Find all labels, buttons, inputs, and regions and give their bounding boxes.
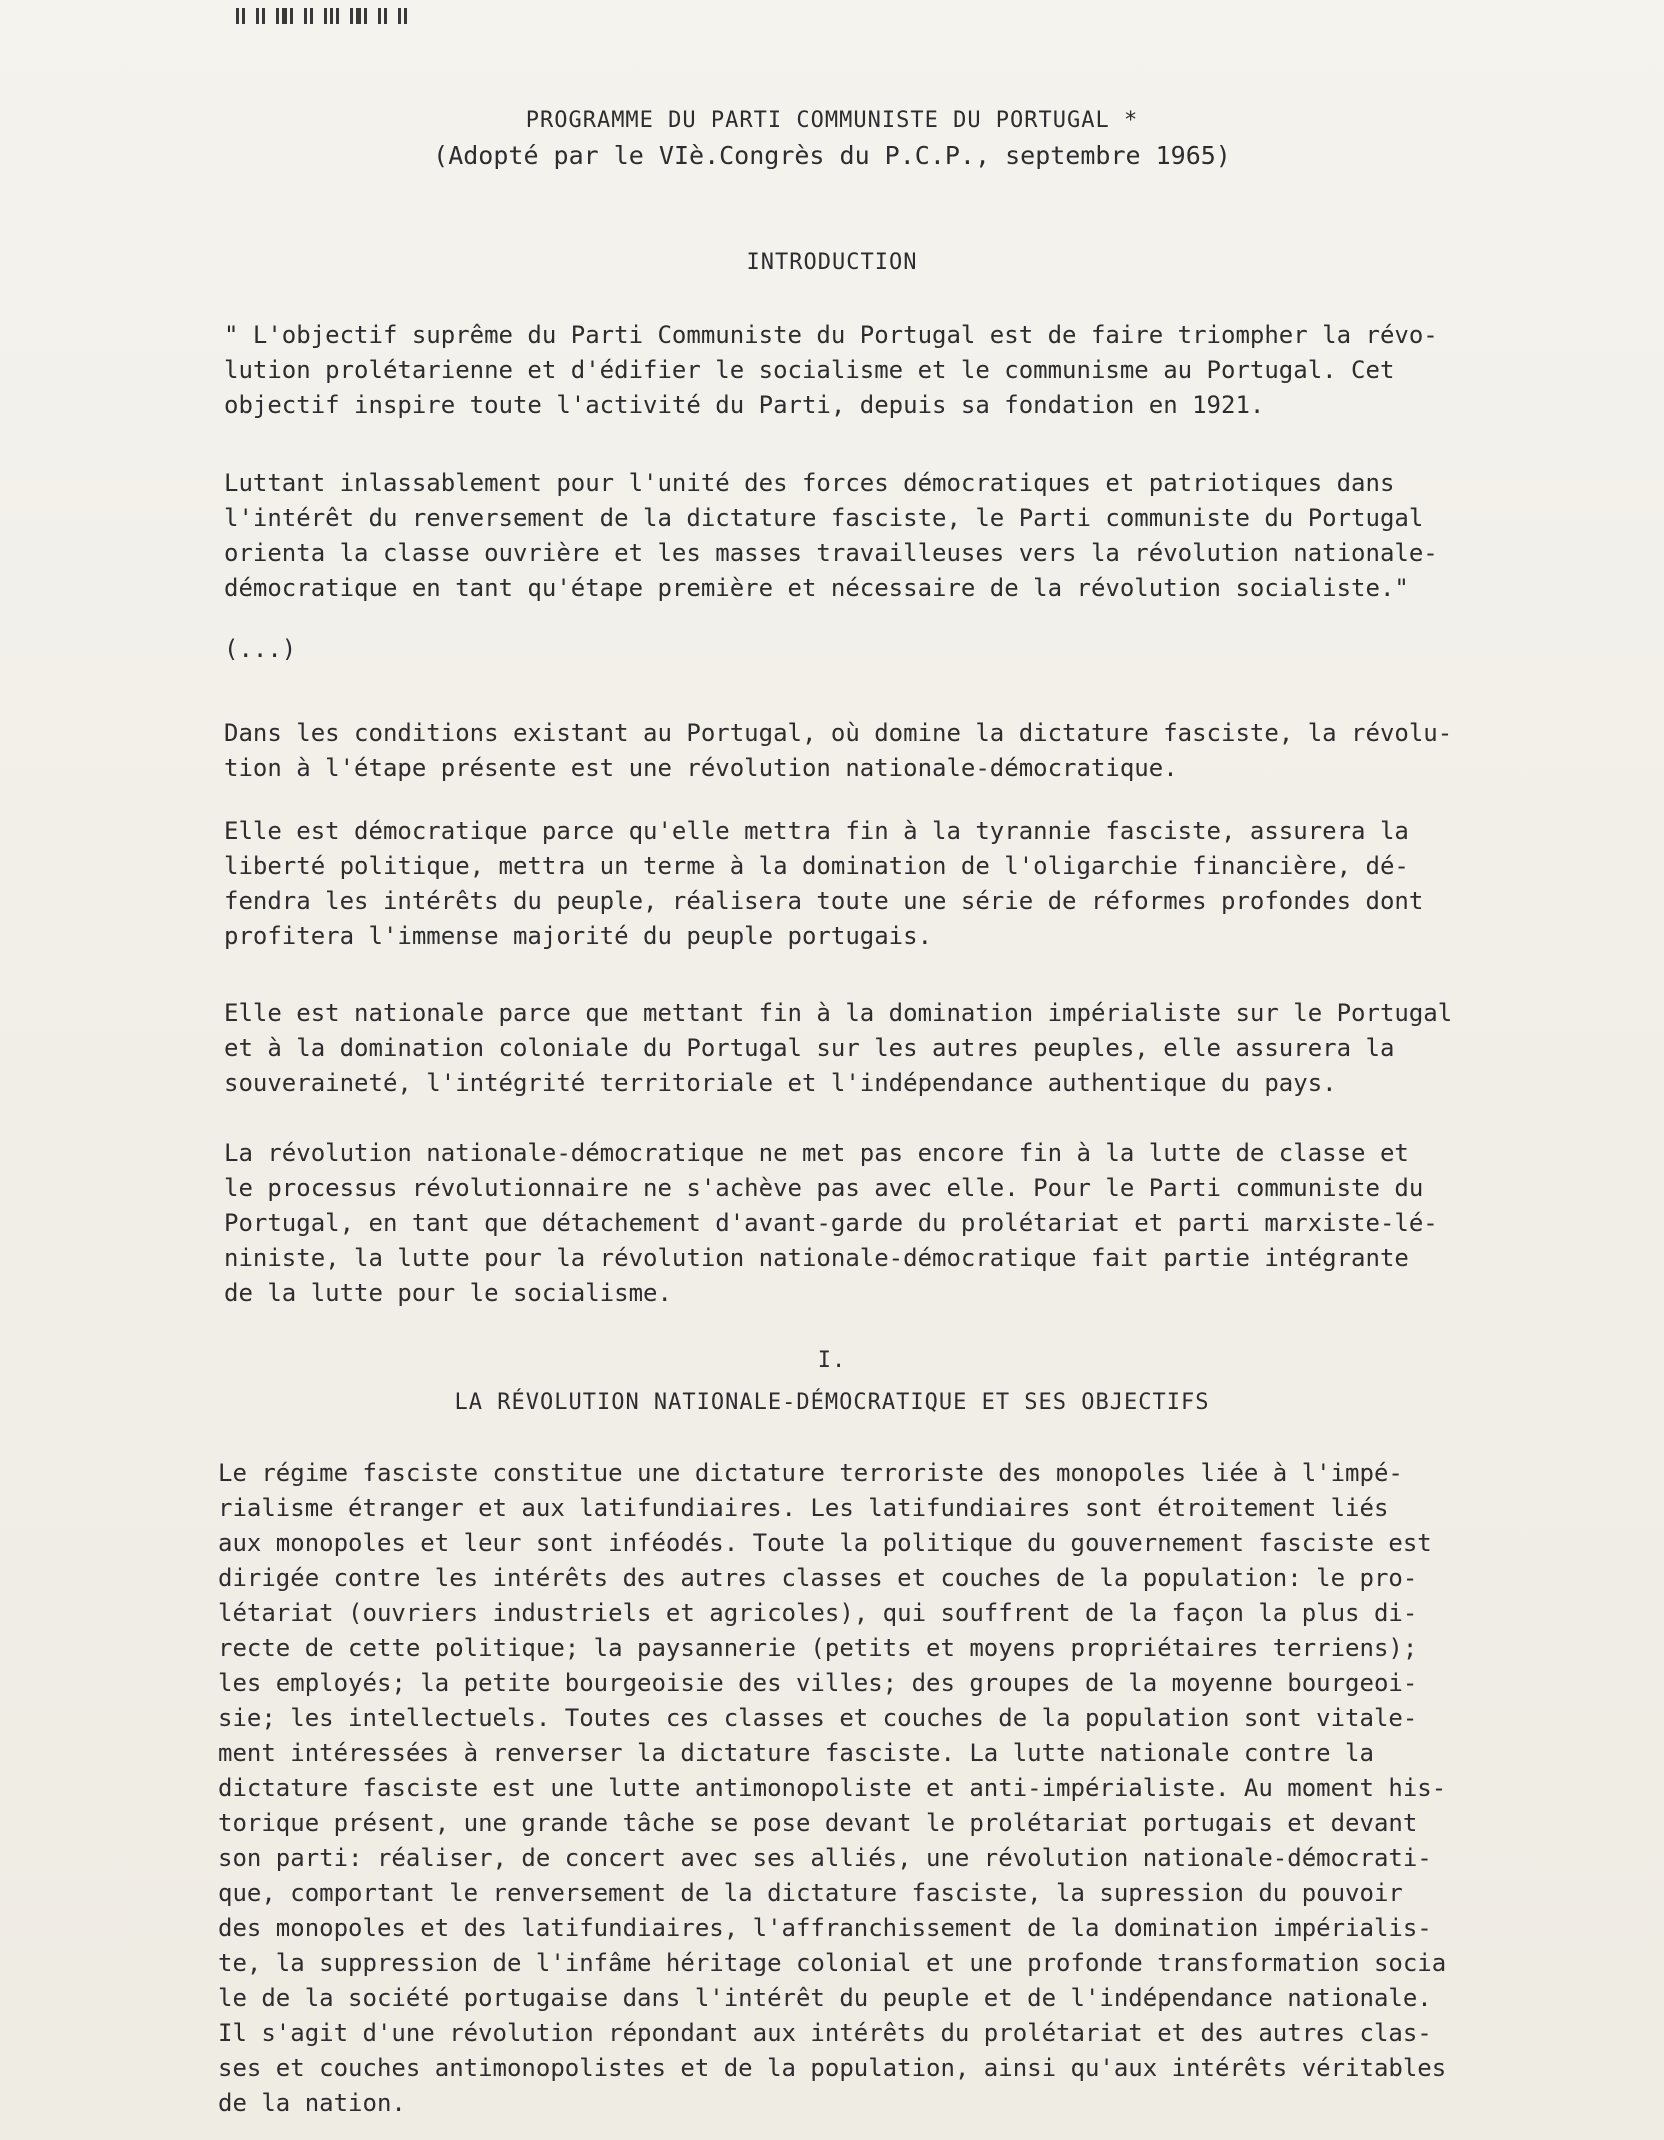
- introduction-heading: INTRODUCTION: [746, 250, 918, 275]
- section-paragraph: Le régime fasciste constitue une dictature terroriste des monopoles liée à l'impé- rialisme étranger et aux latifundiaires. Les latifundiaires sont étroitement liés aux monopoles et leur sont inféodés. Toute la politique du gouvernement fasciste est dirigée contre les intérêts des autres classes et couches de la population: le pro- létariat (ouvriers industriels et agricoles), qui souffrent de la façon la plus di- recte de cette politique; la paysannerie (petits et moyens propriétaires terriens); les employés; la petite bourgeoisie des villes; des groupes de la moyenne bourgeoi- sie; les intellectuels. Toutes ces classes et couches de la population sont vitale- ment intéressées à renverser la dictature fasciste. La lutte nationale contre la dictature fasciste est une lutte antimonopoliste et anti-impérialiste. Au moment his- torique présent, une grande tâche se pose devant le prolétariat portugais et devant son parti: réaliser, de concert avec ses alliés, une révolution nationale-démocrati- que, comportant le renversement de la dictature fasciste, la supression du pouvoir des monopoles et des latifundiaires, l'affranchissement de la domination impérialis- te, la suppression de l'infâme héritage colonial et une profonde transformation socia le de la société portugaise dans l'intérêt du peuple et de l'indépendance nationale. Il s'agit d'une révolution répondant aux intérêts du prolétariat et des autres clas- ses et couches antimonopolistes et de la population, ainsi qu'aux intérêts véritables de la nation.: [218, 1459, 1447, 2117]
- intro-paragraph-1: " L'objectif suprême du Parti Communiste du Portugal est de faire triompher la révo- lution prolétarienne et d'édifier le socialisme et le communisme au Portugal. Cet objectif inspire toute l'activité du Parti, depuis sa fondation en 1921.: [224, 321, 1438, 419]
- intro-paragraph-6: La révolution nationale-démocratique ne met pas encore fin à la lutte de classe et le processus révolutionnaire ne s'achève pas avec elle. Pour le Parti communiste du Portugal, en tant que détachement d'avant-garde du prolétariat et parti marxiste-lé- niniste, la lutte pour la révolution nationale-démocratique fait partie intégrante de la lutte pour le socialisme.: [224, 1139, 1438, 1307]
- intro-paragraph-4: Elle est démocratique parce qu'elle mettra fin à la tyrannie fasciste, assurera la liberté politique, mettra un terme à la domination de l'oligarchie financière, dé- fendra les intérêts du peuple, réalisera toute une série de réformes profondes dont profitera l'immense majorité du peuple portugais.: [224, 817, 1424, 950]
- document-subtitle: (Adopté par le VIè.Congrès du P.C.P., septembre 1965): [433, 141, 1231, 170]
- document-title: PROGRAMME DU PARTI COMMUNISTE DU PORTUGAL *: [525, 108, 1139, 133]
- intro-paragraph-3: Dans les conditions existant au Portugal, où domine la dictature fasciste, la révolu- tion à l'étape présente est une révolution nationale-démocratique.: [224, 719, 1453, 782]
- intro-ellipsis: (...): [224, 635, 297, 663]
- barcode-mark: [236, 8, 407, 24]
- section-number: I.: [817, 1348, 847, 1373]
- document-header: [0, 108, 1664, 170]
- intro-paragraph-5: Elle est nationale parce que mettant fin à la domination impérialiste sur le Portugal et à la domination coloniale du Portugal sur les autres peuples, elle assurera la souveraineté, l'intégrité territoriale et l'indépendance authentique du pays.: [224, 999, 1453, 1097]
- section-heading: LA RÉVOLUTION NATIONALE-DÉMOCRATIQUE ET SES OBJECTIFS: [454, 1390, 1210, 1415]
- intro-paragraph-2: Luttant inlassablement pour l'unité des forces démocratiques et patriotiques dans l'intérêt du renversement de la dictature fasciste, le Parti communiste du Portugal orienta la classe ouvrière et les masses travailleuses vers la révolution nationale- démocratique en tant qu'étape première et nécessaire de la révolution socialiste.": [224, 469, 1438, 602]
